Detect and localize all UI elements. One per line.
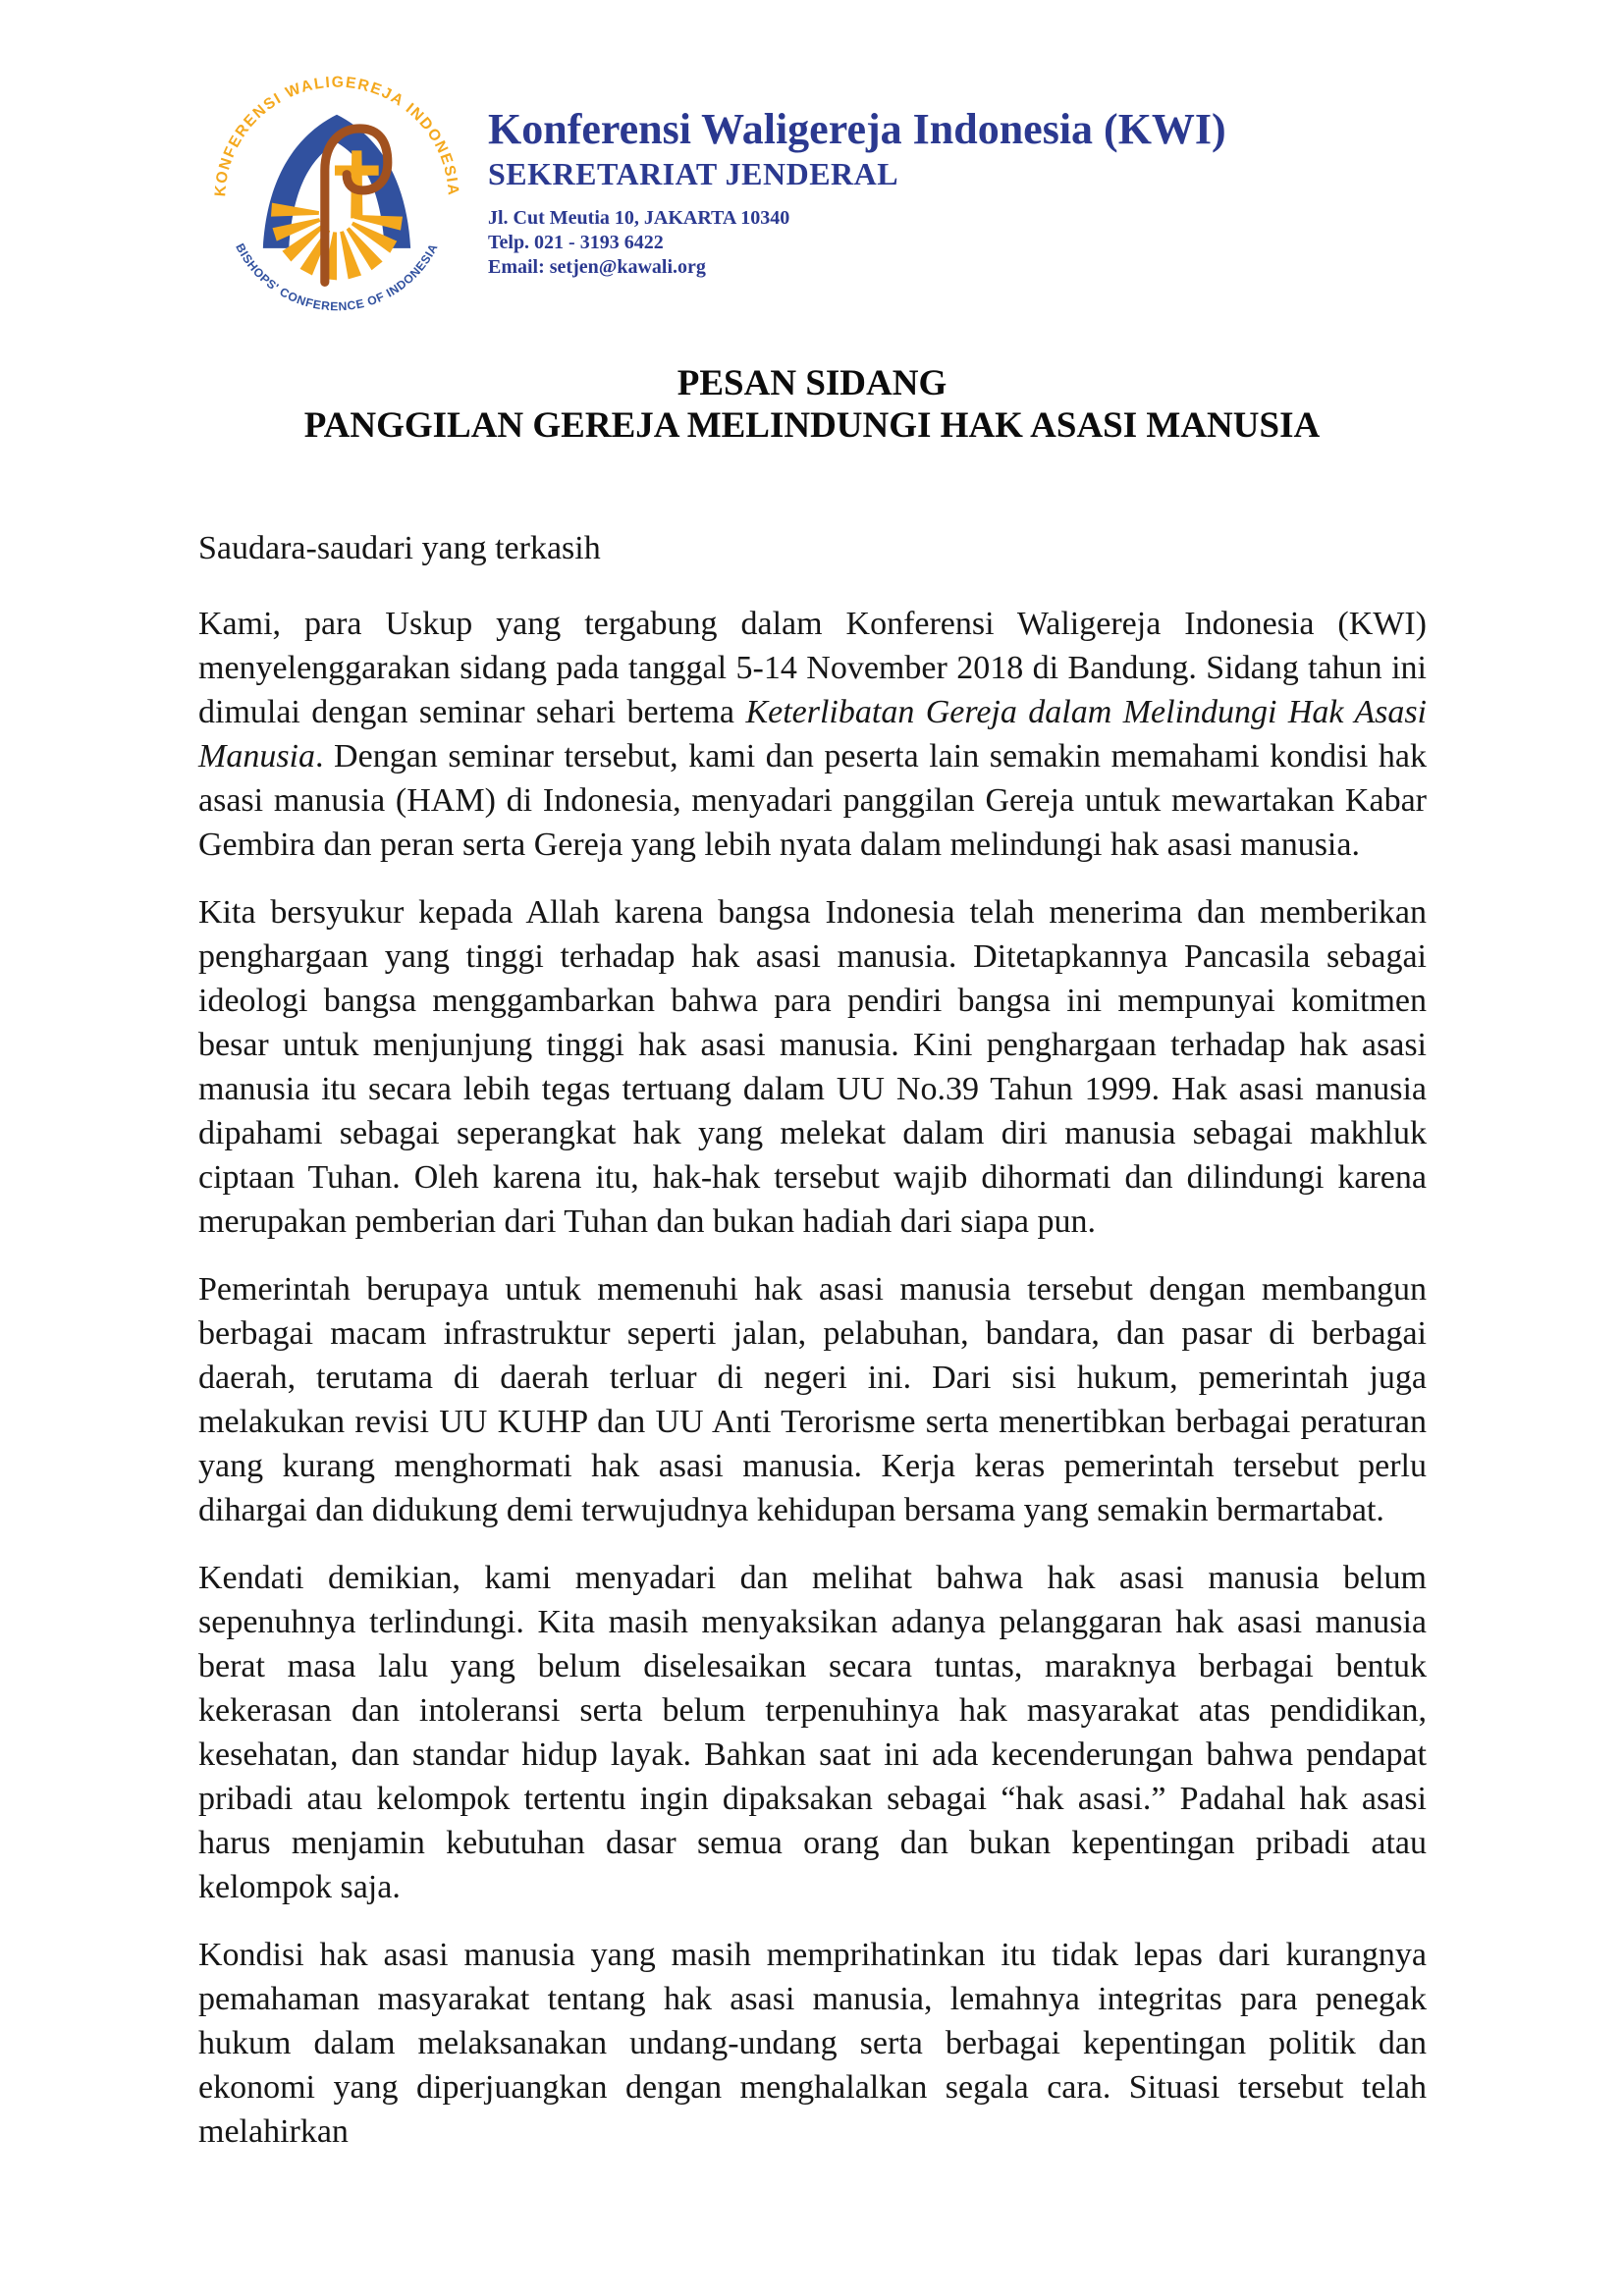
kwi-logo-emblem — [209, 67, 464, 322]
document-title — [0, 362, 1624, 447]
contact-block — [488, 206, 1226, 280]
org-name: Konferensi Waligereja Indonesia (KWI) — [488, 105, 1226, 153]
document-title-line1: PESAN SIDANG — [677, 363, 947, 403]
letterhead-text — [488, 104, 1226, 280]
document-title-line2: PANGGILAN GEREJA MELINDUNGI HAK ASASI MANUSIA — [303, 405, 1321, 446]
org-dept: SEKRETARIAT JENDERAL — [488, 156, 899, 191]
paragraph-2: Kita bersyukur kepada Allah karena bangsa Indonesia telah menerima dan memberikan penghargaan yang tinggi terhadap hak asasi manusia. Ditetapkannya Pancasila sebagai ideologi bangsa menggambarkan bahwa para pendiri bangsa ini mempunyai komitmen besar untuk menjunjung tinggi hak asasi manusia. Kini penghargaan terhadap hak asasi manusia itu secara lebih tegas tertuang dalam UU No.39 Tahun 1999. Hak asasi manusia dipahami sebagai seperangkat hak yang melekat dalam diri manusia sebagai makhluk ciptaan Tuhan. Oleh karena itu, hak-hak tersebut wajib dihormati dan dilindungi karena merupakan pemberian dari Tuhan dan bukan hadiah dari siapa pun. — [198, 894, 1427, 1240]
paragraph-1-text-cont: . Dengan seminar tersebut, kami dan peserta lain semakin memahami kondisi hak asasi manusia (HAM) di Indonesia, menyadari panggilan Gereja untuk mewartakan Kabar Gembira dan peran serta Gereja yang lebih nyata dalam melindungi hak asasi manusia. — [198, 738, 1427, 863]
logo-top-arc-text: KONFERENSI WALIGEREJA INDONESIA — [212, 74, 461, 197]
paragraph-1-text: Kami, para Uskup yang tergabung dalam Konferensi Waligereja Indonesia (KWI) menyelenggarakan sidang pada tanggal 5-14 November 2018 di Bandung. Sidang tahun ini dimulai dengan seminar sehari bertema — [198, 606, 1427, 730]
email-line: Email: setjen@kawali.org — [488, 256, 706, 278]
paragraph-1 — [198, 602, 1427, 867]
greeting: Saudara-saudari yang terkasih — [198, 530, 601, 566]
paragraph-3: Pemerintah berupaya untuk memenuhi hak asasi manusia tersebut dengan membangun berbagai macam infrastruktur seperti jalan, pelabuhan, bandara, dan pasar di berbagai daerah, terutama di daerah terluar di negeri ini. Dari sisi hukum, pemerintah juga melakukan revisi UU KUHP dan UU Anti Terorisme serta menertibkan berbagai peraturan yang kurang menghormati hak asasi manusia. Kerja keras pemerintah tersebut perlu dihargai dan didukung demi terwujudnya kehidupan bersama yang semakin bermartabat. — [198, 1271, 1427, 1528]
letter-body — [198, 526, 1427, 2177]
address-line: Jl. Cut Meutia 10, JAKARTA 10340 — [488, 207, 790, 229]
kwi-logo — [209, 67, 464, 322]
paragraph-1-seminar-theme: Keterlibatan Gereja dalam Melindungi Hak Asasi Manusia — [198, 694, 1427, 774]
paragraph-4: Kendati demikian, kami menyadari dan melihat bahwa hak asasi manusia belum sepenuhnya terlindungi. Kita masih menyaksikan adanya pelanggaran hak asasi manusia berat masa lalu yang belum diselesaikan secara tuntas, maraknya berbagai bentuk kekerasan dan intoleransi serta belum terpenuhinya hak masyarakat atas pendidikan, kesehatan, dan standar hidup layak. Bahkan saat ini ada kecenderungan bahwa pendapat pribadi atau kelompok tertentu ingin dipaksakan sebagai “hak asasi.” Padahal hak asasi harus menjamin kebutuhan dasar semua orang dan bukan kepentingan pribadi atau kelompok saja. — [198, 1560, 1427, 1905]
paragraph-5: Kondisi hak asasi manusia yang masih memprihatinkan itu tidak lepas dari kurangnya pemahaman masyarakat tentang hak asasi manusia, lemahnya integritas para penegak hukum dalam melaksanakan undang-undang serta berbagai kepentingan politik dan ekonomi yang diperjuangkan dengan menghalalkan segala cara. Situasi tersebut telah melahirkan — [198, 1937, 1427, 2150]
logo-bottom-arc-text: BISHOPS' CONFERENCE OF INDONESIA — [233, 240, 441, 314]
phone-line: Telp. 021 - 3193 6422 — [488, 232, 664, 253]
